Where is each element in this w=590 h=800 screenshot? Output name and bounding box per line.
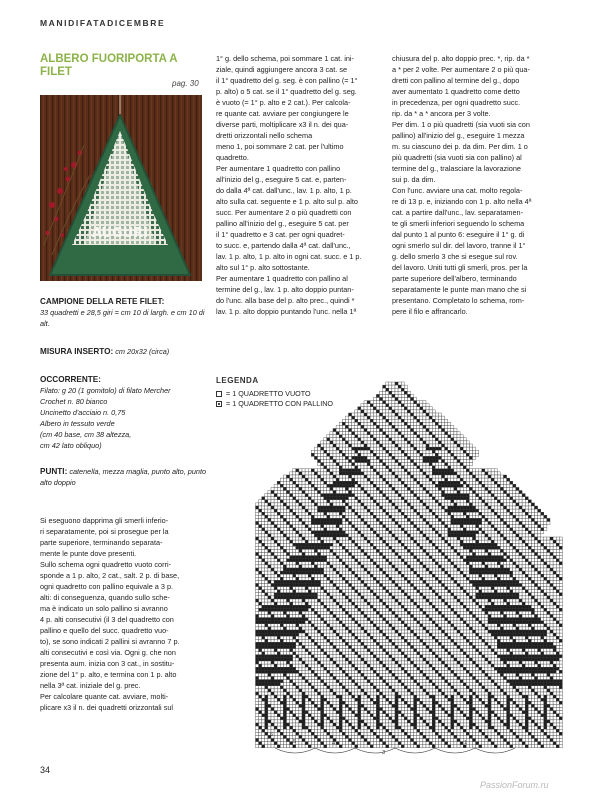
body-line: sponde a 1 p. alto, 2 cat., salt. 2 p. di base, [40, 571, 180, 580]
occorrente-line: (cm 40 base, cm 38 altezza, [40, 430, 132, 439]
occorrente-line: cm 42 lato obliquo) [40, 441, 102, 450]
body-line: Per dim. 1 o più quadretti (sia vuoti sia con [392, 120, 530, 129]
campione-heading: CAMPIONE DELLA RETE FILET: [40, 297, 165, 306]
page-number: 34 [40, 765, 51, 775]
smerlo-number: 6 [270, 732, 274, 738]
body-line: lav. 1 p. alto doppio puntando l'unc. nella 1ª [216, 307, 357, 316]
body-line: sui p. da dim. [392, 175, 436, 184]
campione-text: 33 quadretti e 28,5 giri = cm 10 di largh. e cm 10 di alt. [40, 308, 205, 328]
legend-empty-label: = 1 QUADRETTO VUOTO [226, 389, 311, 398]
body-line: re quante cat. avviare per congiungere le [216, 109, 349, 118]
body-line: in precedenza, per ogni quadretto succ. [392, 98, 521, 107]
body-line: 1° g. dello schema, poi sommare 1 cat. ini- [216, 54, 354, 63]
body-line: termine del g., tralasciare la lavorazione [392, 164, 521, 173]
body-line: Si eseguono dapprima gli smerli inferio- [40, 516, 169, 525]
body-line: meno 1, poi sommare 2 cat. per l'ultimo [216, 142, 344, 151]
body-line: presenta aum. inizia con 3 cat., in sostitu- [40, 659, 175, 668]
body-line: diverse parti, moltiplicare x3 il n. dei qua- [216, 120, 349, 129]
body-line: ogni quadretto con pallino equivale a 3 p. [40, 582, 174, 591]
punti-heading: PUNTI: [40, 467, 68, 476]
body-line: più quadretti (sia vuoti sia con pallino) al [392, 153, 522, 162]
body-line: quadretto. [216, 153, 249, 162]
legend-dot-label: = 1 QUADRETTO CON PALLINO [226, 399, 333, 408]
body-line: succ. Per aumentare 2 o più quadretti con [216, 208, 352, 217]
smerlo-number: 1 [464, 740, 468, 746]
photo-auguri-text: AUGURI [91, 226, 149, 241]
magazine-issue: DICEMBRE [107, 18, 166, 28]
magazine-header [40, 18, 165, 28]
body-line: alti: di conseguenza, quando sullo sche- [40, 593, 170, 602]
body-line: do l'unc. alla base del p. alto prec., quindi * [216, 296, 355, 305]
body-line: pallino e quello del succ. quadretto vuo- [40, 626, 169, 635]
body-line: alto sul 1° p. alto sottostante. [216, 263, 310, 272]
body-line: 4 p. alti consecutivi (il 3 del quadretto con [40, 615, 174, 624]
punti-section [40, 466, 210, 488]
punti-text: catenella, mezza maglia, punto alto, punto alto doppio [40, 467, 207, 487]
body-line: Con l'unc. avviare una cat. molto regola- [392, 186, 523, 195]
misura-text: cm 20x32 (circa) [115, 347, 170, 356]
occorrente-heading: OCCORRENTE: [40, 375, 101, 384]
body-line: m. su ciascuno dei p. da dim. Per dim. 1 o [392, 142, 528, 151]
body-line: presentano. Completato lo schema, rom- [392, 296, 525, 305]
dot-square-icon [216, 401, 222, 407]
product-photo [40, 95, 202, 281]
watermark: PassionForum.ru [480, 780, 549, 790]
body-line: ziale, quindi aggiungere ancora 3 cat. se [216, 65, 348, 74]
body-line: parte superiore dell'albero, terminando [392, 274, 517, 283]
body-line: Sullo schema ogni quadretto vuoto corri- [40, 560, 172, 569]
body-line: dretti con pallino al termine del g., dopo [392, 76, 520, 85]
body-line: ri separatamente, poi si prosegue per la [40, 527, 169, 536]
body-line: pere il filo e affrancarlo. [392, 307, 468, 316]
body-line: cat. a partire dall'unc., lav. separatamen- [392, 208, 524, 217]
magazine-name: MANIDIFATA [40, 18, 108, 28]
body-line: termine del g., lav. 1 p. alto doppio puntan- [216, 285, 354, 294]
misura-section [40, 346, 210, 357]
body-line: il 1° quadretto del g. seg. è con pallino (= 1° [216, 76, 358, 85]
body-line: Per aumentare 1 quadretto con pallino al [216, 274, 348, 283]
smerlo-number: 5 [293, 739, 297, 745]
body-line: to succ. e, partendo dalla 4ª cat. dall'unc., [216, 241, 351, 250]
body-line: aver aumentato 1 quadretto come detto [392, 87, 520, 96]
body-column-3 [392, 53, 564, 317]
occorrente-line: Albero in tessuto verde [40, 419, 115, 428]
misura-heading: MISURA INSERTO: [40, 347, 114, 356]
body-line: do dalla 4ª cat. dall'unc., lav. 1 p. alto, 1 p. [216, 186, 352, 195]
body-line: zione del 1° p. alto, e termina con 1 p. alto [40, 670, 177, 679]
body-line: chiusura del p. alto doppio prec. *, rip. da * [392, 54, 530, 63]
body-line: parte superiore, terminando separata- [40, 538, 163, 547]
body-line: alto sulla cat. seguente e 1 p. alto sul p. alto [216, 197, 358, 206]
body-line: dal punto 1 al punto 6: eseguire il 1° g. di [392, 230, 525, 239]
body-line: il 1° quadretto e 3 cat. per ogni quadret- [216, 230, 345, 239]
campione-section [40, 296, 210, 329]
body-line: del lavoro. Uniti tutti gli smerli, pros. per la [392, 263, 528, 272]
page-reference: pag. 30 [172, 79, 199, 88]
body-column-2 [216, 53, 388, 317]
smerlo-number: 3 [382, 750, 386, 756]
occorrente-line: Crochet n. 80 bianco [40, 397, 108, 406]
body-line: pallino all'inizio del g., eseguire 5 cat. per [216, 219, 349, 228]
smerlo-number: 4 [332, 741, 336, 747]
body-line: ma è indicato un solo pallino si avranno [40, 604, 168, 613]
body-line: re di 13 p. e, iniziando con 1 p. alto nella 4ª [392, 197, 532, 206]
occorrente-line: Filato: g 20 (1 gomitolo) di filato Mercher [40, 386, 171, 395]
body-line: p. alto) o 5 cat. se il 1° quadretto del g. seg. [216, 87, 357, 96]
body-line: Per calcolare quante cat. avviare, molti- [40, 692, 169, 701]
occorrente-line: Uncinetto d'acciaio n. 0,75 [40, 408, 126, 417]
body-line: è vuoto (= 1° p. alto e 2 cat.). Per calcola- [216, 98, 351, 107]
body-line: te gli smerli inferiori seguendo lo schema [392, 219, 525, 228]
body-line: lav. 1 p. alto, 1 p. alto in ogni cat. succ. e 1 p. [216, 252, 362, 261]
body-line: ogni smerlo sul dir. del lavoro, tranne il 1° [392, 241, 526, 250]
filet-chart [255, 378, 565, 758]
body-line: alti consecutivi e così via. Ogni g. che non [40, 648, 176, 657]
body-line: a * per 2 volte. Per aumentare 2 o più qua- [392, 65, 530, 74]
smerlo-number: 2 [432, 744, 436, 750]
body-line: mente le punte dove presenti. [40, 549, 137, 558]
body-line: plicare x3 il n. dei quadretti orizzontali sul [40, 703, 174, 712]
legend-title: LEGENDA [216, 376, 259, 385]
body-column-1 [40, 515, 212, 713]
body-line: rip. da * a * ancora per 3 volte. [392, 109, 491, 118]
body-line: Per aumentare 1 quadretto con pallino [216, 164, 341, 173]
article-title: ALBERO FUORIPORTA A FILET [40, 53, 178, 78]
body-line: all'inizio del g., eseguire 5 cat. e, parten- [216, 175, 347, 184]
empty-square-icon [216, 391, 222, 397]
body-line: pallino) all'inizio del g., eseguire 1 mezza [392, 131, 525, 140]
body-line: g. dello smerlo 3 che si esegue sul rov. [392, 252, 518, 261]
body-line: to), se sono indicati 2 pallini si avranno 7 p. [40, 637, 180, 646]
body-line: dretti orizzontali nello schema [216, 131, 313, 140]
body-line: separatamente le punte man mano che si [392, 285, 527, 294]
body-line: nella 3ª cat. iniziale del g. prec. [40, 681, 141, 690]
occorrente-section [40, 374, 210, 451]
filet-chart-grid [255, 378, 565, 758]
